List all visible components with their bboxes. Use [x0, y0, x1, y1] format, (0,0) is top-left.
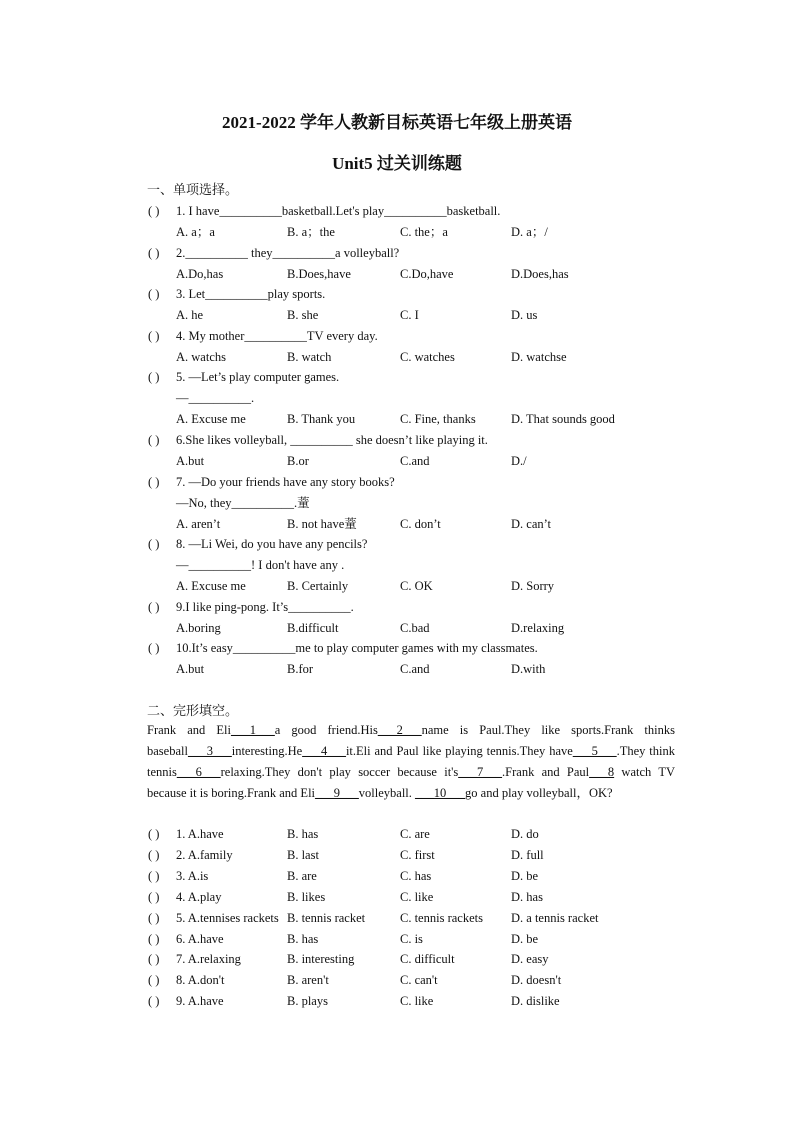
cloze-option-d: D. easy — [511, 952, 549, 967]
option-a: A.Do,has — [176, 266, 224, 281]
blank-6: ___6___ — [176, 765, 221, 779]
cloze-option-a: 2. A.family — [176, 847, 233, 862]
cloze-option-b: B. has — [287, 931, 319, 946]
cloze-option-a: 8. A.don't — [176, 973, 225, 988]
answer-paren: ( ) — [148, 537, 160, 552]
question-text: 1. I have__________basketball.Let's play__________basketball. — [176, 204, 501, 218]
answer-paren: ( ) — [148, 474, 160, 489]
question-text: 10.It’s easy__________me to play computer games with my classmates. — [176, 641, 538, 656]
answer-paren: ( ) — [148, 204, 160, 218]
option-c: C. OK — [400, 579, 433, 594]
question-reply: —__________! I don't have any . — [176, 558, 345, 573]
option-c: C. Fine, thanks — [400, 412, 476, 427]
option-b: B. not have蕫 — [287, 516, 357, 531]
section1-heading: 一、单项选择。 — [147, 182, 239, 197]
option-b: B.Does,have — [287, 266, 351, 281]
option-a: A. watchs — [176, 349, 226, 364]
option-a: A. aren’t — [176, 516, 221, 531]
cloze-option-c: C. has — [400, 868, 432, 883]
blank-2: ___2___ — [377, 723, 422, 737]
option-c: C. don’t — [400, 516, 441, 531]
blank-9: ___9___ — [315, 786, 359, 800]
cloze-option-d: D. doesn't — [511, 973, 562, 988]
answer-paren: ( ) — [148, 245, 160, 260]
option-a: A. a；a — [176, 225, 215, 239]
answer-paren: ( ) — [148, 827, 160, 841]
question-text: 8. —Li Wei, do you have any pencils? — [176, 537, 368, 552]
option-c: C. watches — [400, 349, 455, 364]
question-text: 4. My mother__________TV every day. — [176, 328, 378, 343]
answer-paren: ( ) — [148, 952, 160, 967]
option-c: C.bad — [400, 620, 430, 635]
blank-3: ___3___ — [187, 744, 232, 758]
answer-paren: ( ) — [148, 328, 160, 343]
answer-paren: ( ) — [148, 889, 160, 904]
cloze-option-a: 9. A.have — [176, 994, 224, 1009]
cloze-option-c: C. are — [400, 827, 430, 841]
cloze-option-b: B. aren't — [287, 973, 329, 988]
option-d: D. us — [511, 308, 538, 323]
cloze-option-b: B. plays — [287, 994, 328, 1009]
answer-paren: ( ) — [148, 973, 160, 988]
cloze-option-d: D. dislike — [511, 994, 560, 1009]
blank-7: ___7___ — [458, 765, 503, 779]
answer-paren: ( ) — [148, 910, 160, 925]
option-c: C.Do,have — [400, 266, 454, 281]
option-d: D.Does,has — [511, 266, 569, 281]
answer-paren: ( ) — [148, 931, 160, 946]
cloze-option-c: C. like — [400, 889, 434, 904]
cloze-option-a: 7. A.relaxing — [176, 952, 241, 967]
option-c: C. I — [400, 308, 419, 323]
cloze-option-b: B. interesting — [287, 952, 355, 967]
question-text: 3. Let__________play sports. — [176, 287, 326, 302]
cloze-option-d: D. full — [511, 847, 544, 862]
question-reply: —No, they__________.蕫 — [176, 495, 310, 510]
page-subtitle: Unit5 过关训练题 — [332, 154, 462, 173]
option-d: D.relaxing — [511, 620, 565, 635]
option-b: B. watch — [287, 349, 332, 364]
cloze-option-a: 1. A.have — [176, 827, 224, 841]
question-text: 2.__________ they__________a volleyball? — [176, 245, 400, 260]
answer-paren: ( ) — [148, 847, 160, 862]
option-a: A. Excuse me — [176, 579, 246, 594]
option-b: B. a；the — [287, 225, 335, 239]
cloze-option-a: 4. A.play — [176, 889, 222, 904]
blank-10: ___10___ — [415, 786, 466, 800]
blank-5: ___5___ — [572, 744, 617, 758]
cloze-option-b: B. last — [287, 847, 319, 862]
page-title: 2021-2022 学年人教新目标英语七年级上册英语 — [222, 113, 572, 132]
cloze-option-c: C. like — [400, 994, 434, 1009]
blank-1: ___1___ — [231, 723, 275, 737]
question-reply: —__________. — [176, 391, 255, 406]
cloze-option-b: B. has — [287, 827, 319, 841]
option-d: D./ — [511, 454, 527, 468]
option-b: B.for — [287, 662, 314, 677]
cloze-option-d: D. has — [511, 889, 543, 904]
cloze-option-a: 3. A.is — [176, 868, 209, 883]
question-text: 9.I like ping-pong. It’s__________. — [176, 599, 354, 614]
option-b: B. Certainly — [287, 579, 349, 594]
option-d: D. a；/ — [511, 225, 548, 239]
cloze-option-d: D. a tennis racket — [511, 910, 599, 925]
option-d: D. can’t — [511, 516, 552, 531]
option-a: A.boring — [176, 620, 221, 635]
cloze-option-a: 6. A.have — [176, 931, 224, 946]
cloze-option-a: 5. A.tennises rackets — [176, 910, 279, 925]
option-a: A. he — [176, 308, 204, 323]
question-text: 6.She likes volleyball, __________ she doesn’t like playing it. — [176, 433, 488, 447]
question-text: 7. —Do your friends have any story books? — [176, 474, 395, 489]
option-c: C. the；a — [400, 225, 448, 239]
section2-heading: 二、完形填空。 — [147, 703, 239, 718]
option-d: D. watchse — [511, 349, 567, 364]
option-d: D.with — [511, 662, 546, 677]
question-text: 5. —Let’s play computer games. — [176, 370, 340, 385]
option-b: B. Thank you — [287, 412, 356, 427]
option-c: C.and — [400, 454, 430, 468]
option-a: A.but — [176, 662, 205, 677]
answer-paren: ( ) — [148, 370, 160, 385]
cloze-option-d: D. do — [511, 827, 539, 841]
cloze-option-d: D. be — [511, 868, 539, 883]
option-a: A.but — [176, 454, 205, 468]
answer-paren: ( ) — [148, 287, 160, 302]
blank-8: ___8 — [589, 765, 615, 779]
cloze-option-c: C. is — [400, 931, 423, 946]
answer-paren: ( ) — [148, 868, 160, 883]
option-b: B. she — [287, 308, 319, 323]
cloze-option-c: C. first — [400, 847, 435, 862]
cloze-option-c: C. can't — [400, 973, 438, 988]
option-a: A. Excuse me — [176, 412, 246, 427]
cloze-option-b: B. are — [287, 868, 317, 883]
answer-paren: ( ) — [148, 599, 160, 614]
cloze-option-c: C. tennis rackets — [400, 910, 483, 925]
cloze-option-b: B. tennis racket — [287, 910, 366, 925]
option-b: B.difficult — [287, 620, 339, 635]
option-d: D. That sounds good — [511, 412, 615, 427]
answer-paren: ( ) — [148, 641, 160, 656]
answer-paren: ( ) — [148, 433, 160, 447]
cloze-passage: Frank and Eli___1___a good friend.His___2___name is Paul.They like sports.Frank thinks baseball___3___interesting.He___4___it.Eli and Paul like playing tennis.They have___5___.They think tennis___6___relaxing.They don't play soccer because it's___7___.Frank and Paul___8 watch TV because it is boring.Frank and Eli___9___volleyball. ___10___go and play volleyball，OK? — [147, 723, 675, 800]
blank-4: ___4___ — [302, 744, 346, 758]
option-d: D. Sorry — [511, 579, 555, 594]
option-b: B.or — [287, 454, 309, 468]
cloze-option-d: D. be — [511, 931, 539, 946]
cloze-option-c: C. difficult — [400, 952, 455, 967]
option-c: C.and — [400, 662, 430, 677]
answer-paren: ( ) — [148, 994, 160, 1009]
cloze-option-b: B. likes — [287, 889, 326, 904]
